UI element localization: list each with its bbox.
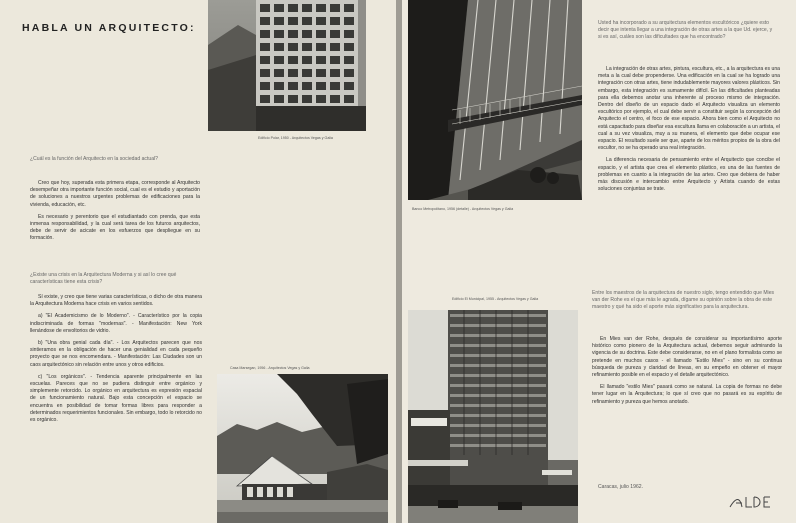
answer-1-body [30,180,200,248]
photo-banco-metropolitano-caption: Banco Metropolitano, 1956 (detalle) - Arquitectos Vegas y Galia [412,207,514,211]
article-title: HABLA UN ARQUITECTO: [22,22,196,34]
question-3: Usted ha incorporado a su arquitectura elementos escultóricos ¿quiere esto decir que intenta llegar a una integración de otras artes a la que Ud. ejerce, y si es así, cuáles son las dificultades que ha encontrado? [598,20,773,41]
question-1: ¿Cuál es la función del Arquitecto en la sociedad actual? [30,156,158,162]
photo-casa-marsegan-caption: Casa Marsegan, 1956 - Arquitectos Vegas y Galia [230,366,310,370]
photo-banco-metropolitano [408,0,582,200]
answer-3-body [598,66,780,198]
answer-2-paragraph-1: Sí existe, y creo que tiene varias características, o dicho de otra manera la Arquitectura Moderna hace crisis en varios sentidos. [30,294,202,308]
answer-2-body [30,294,202,429]
photo-edificio-polar-caption: Edificio Polar, 1950 - Arquitectos Vegas y Galia [258,136,333,140]
answer-3-paragraph-2: La diferencia necesaria de pensamiento entre el Arquitecto que concibe el espacio, y el artista que crea el elemento plástico, es una de las fuentes de problemas en cuanto a la integración de las artes. Creo que debiera de haber más discusión e intercambio entre Arquitecto y Artista cuando de estas soluciones conjuntas se trate. [598,157,780,193]
answer-2-item-b: b) "Una obra genial cada día". - Los Arquitectos parecen que nos sintieramos en la obligación de hacer una genialidad en cada pequeño proyecto que se nos encomendara. - Manifestación: Las Ciudades son un caos arquitectónico sin relación entre unos y otros edificios. [30,340,202,368]
signature-mark-image [728,495,776,511]
photo-edificio-polar [208,0,388,131]
photo-edificio-municipal-image [408,310,578,523]
left-page [0,0,396,523]
answer-4-paragraph-2: El llamado "estilo Mies" pasará como se natural. La copia de formas no debe tener lugar en la Arquitectura; lo que sí creo que no pasará es su espíritu de refinamiento y pureza que hemos anotado. [592,384,782,405]
photo-edificio-municipal-caption: Edificio El Municipal, 1955 - Arquitectos Vegas y Galia [452,297,539,301]
answer-1-paragraph-2: Es necesario y perentorio que el estudiantado con prenda, que esta inmensa responsabilidad, y la cual será tarea de los futuros arquitectos, debe de servir de acicate en los esfuerzos que despliegue en su formación. [30,213,200,242]
signature-mark [728,495,776,511]
answer-3-paragraph-1: La integración de otras artes, pintura, escultura, etc., a la arquitectura es una meta a la cual debe propenderse. Una edificación en la cual se ha logrado una integración con otras artes, tiene indudablemente mayores valores plásticos. Sin embargo, esta integración es sumamente difícil. En las dificultades planteadas para ella debemos anotar una inherente al proceso mismo de integración. Dentro del diseño de un espacio dado el Arquitecto visualiza un elemento escultórico por ejemplo, el cual debe servir a constituir según la concepción del Arquitecto el centro, el foco de ese espacio. Ahora bien como el Arquitecto no está capacitado para diseñar esa escultura llama en colaboración a un artista, el cual a su vez visualiza, muy a su manera, el elemento que debe ocupar ese espacio. El resultado suele ser que, aparte de los méritos propios de la obra del escultor, no se ha operado una real integración. [598,66,780,152]
signoff-date: Caracas, julio 1962. [598,484,644,490]
right-page [402,0,796,523]
answer-1-paragraph-1: Creo que hoy, superada esta primera etapa, corresponde al Arquitecto desempeñar otra importante función social, cual es el estudio y aportación de soluciones a nuestros urgentes problemas de edificaciones para la vivienda, educación, etc. [30,180,200,208]
answer-4-body [592,336,782,411]
photo-casa-marsegan-image [217,374,388,523]
photo-banco-metropolitano-image [408,0,582,200]
answer-4-paragraph-1: En Mies van der Rohe, después de considerar su importantísimo aporte histórico como pionero de la Arquitectura actual, debemos seguir admirando la vigencia de su doctrina. Este debe considerarse, no en el plano formalista como se pretende en muchos casos - el llamado "Estilo Mies" - sino en su continua búsqueda de pureza y claridad de líneas, en su empeño en obtener el mayor refinamiento posible en el espacio y el detalle arquitectónico. [592,336,782,379]
question-4: Entre los maestros de la arquitectura de nuestro siglo, tengo entendido que Mies van der Rohe es el que más le agrada, dígame su opinión sobre la obra de este maestro y qué ha sido el aporte más significativo para la arquitectura. [592,290,775,311]
photo-edificio-polar-image [208,0,388,131]
photo-casa-marsegan [217,374,388,523]
question-2: ¿Existe una crisis en la Arquitectura Moderna y si así lo cree qué características tiene esta crisis? [30,272,177,286]
answer-2-item-c: c) "Los orgánicos". - Tendencia aparente principalmente en las escuelas. Pareces que no se pudiera distinguir entre orgánico y simplemente retorcido. Lo orgánico en arquitectura es expresión espacial de un funcionamiento natural. Bajo esta concepción el espacio se encuentra en posibilidad de tomar formas libres para responder a determinados requerimientos funcionales. Sin embargo, todo lo retorcido no es orgánico. [30,373,202,424]
answer-2-item-a: a) "El Academicismo de lo Moderno". - Característico por la copia indiscriminada de formas "modernas". - Manifestación: New York llenándose de envoltorios de vidrio. [30,313,202,334]
photo-edificio-municipal [408,310,578,523]
